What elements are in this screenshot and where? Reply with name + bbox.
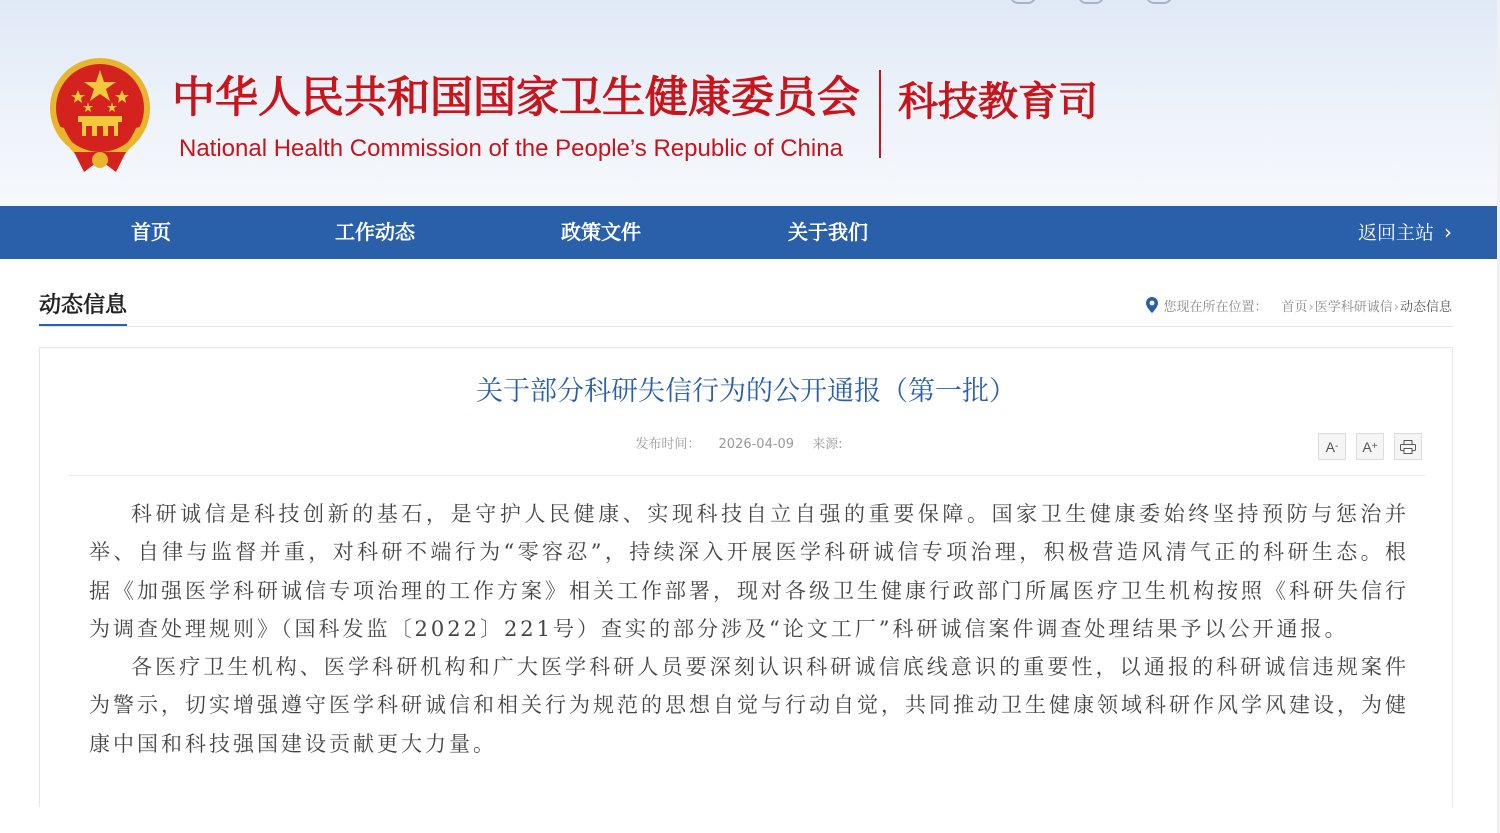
nav-item-about-us[interactable]: 关于我们: [788, 220, 868, 244]
back-to-main-site-link[interactable]: [1358, 206, 1452, 259]
breadcrumb-prefix: 您现在所在位置：: [1163, 299, 1268, 315]
meta-divider: [68, 475, 1426, 476]
article-paragraph: 各医疗卫生机构、医学科研机构和广大医学科研人员要深刻认识科研诚信底线意识的重要性，以通报的科研诚信违规案件为警示，切实增强遵守医学科研诚信和相关行为规范的思想自觉与行动自觉，共同推动卫生健康领域科研作风学风建设，为健康中国和科技强国建设贡献更大力量。: [89, 655, 1409, 756]
site-title-cn: 中华人民共和国国家卫生健康委员会: [172, 73, 860, 123]
nav-item-home[interactable]: 首页: [131, 220, 171, 244]
top-icon[interactable]: [1010, 0, 1036, 4]
title-divider: [879, 70, 881, 158]
section-divider: [39, 326, 1453, 327]
chevron-right-icon: ›: [1444, 220, 1452, 244]
nav-item-policy-documents[interactable]: 政策文件: [561, 220, 641, 244]
breadcrumb-separator: ›: [1308, 299, 1314, 315]
article-tools: [1318, 433, 1422, 460]
breadcrumb-research-integrity[interactable]: 医学科研诚信: [1314, 299, 1393, 315]
publish-label: 发布时间：: [635, 437, 701, 452]
section-title: 动态信息: [39, 290, 127, 327]
top-icon[interactable]: [1078, 0, 1104, 4]
breadcrumb-current: 动态信息: [1399, 299, 1452, 315]
print-icon: [1400, 440, 1416, 454]
national-emblem-icon[interactable]: [44, 56, 156, 172]
article-title: 关于部分科研失信行为的公开通报（第一批）: [476, 376, 1016, 407]
nav-item-work-news[interactable]: 工作动态: [335, 220, 415, 244]
breadcrumb: [1146, 297, 1452, 318]
breadcrumb-home[interactable]: 首页: [1281, 299, 1308, 315]
article-paragraph: 科研诚信是科技创新的基石，是守护人民健康、实现科技自立自强的重要保障。国家卫生健康委始终坚持预防与惩治并举、自律与监督并重，对科研不端行为“零容忍”，持续深入开展医学科研诚信专项治理，积极营造风清气正的科研生态。根据《加强医学科研诚信专项治理的工作方案》相关工作部署，现对各级卫生健康行政部门所属医疗卫生机构按照《科研失信行为调查处理规则》（国科发监〔2022〕221号）查实的部分涉及“论文工厂”科研诚信案件调查处理结果予以公开通报。: [89, 502, 1409, 641]
location-pin-icon: [1146, 297, 1158, 318]
top-icon[interactable]: [1146, 0, 1172, 4]
article-panel: [39, 347, 1453, 807]
site-title-en: National Health Commission of the People’s Republic of China: [179, 135, 843, 162]
publish-time: [635, 437, 794, 452]
department-name: 科技教育司: [898, 79, 1098, 125]
top-toolbar: [1010, 0, 1172, 4]
main-nav: [0, 206, 1500, 259]
publish-date: 2026-04-09: [718, 437, 795, 452]
article-body: [89, 495, 1409, 763]
breadcrumb-separator: ›: [1393, 299, 1399, 315]
article-meta: [40, 433, 1452, 452]
print-button[interactable]: [1394, 433, 1422, 460]
font-larger-button[interactable]: A +: [1356, 433, 1384, 460]
site-header: [0, 0, 1500, 206]
back-to-main-site-label: 返回主站: [1357, 222, 1434, 244]
source-label: 来源:: [812, 437, 843, 452]
article-source: [812, 437, 856, 452]
font-smaller-button[interactable]: A -: [1318, 433, 1346, 460]
